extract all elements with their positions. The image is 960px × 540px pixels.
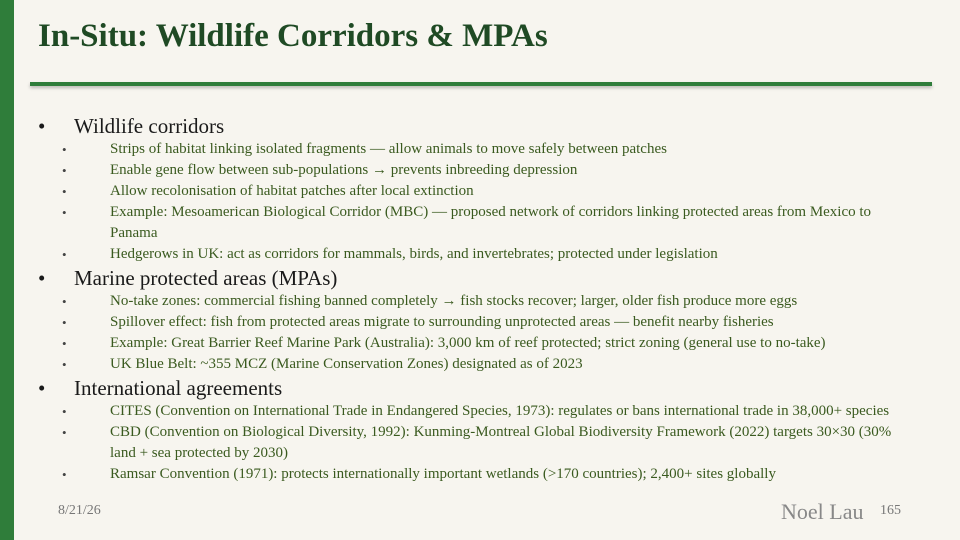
slide-content	[0, 113, 960, 485]
sub-bullet	[0, 312, 960, 333]
bullet-icon: •	[62, 205, 67, 220]
slide-title: In-Situ: Wildlife Corridors & MPAs	[38, 18, 548, 54]
sub-bullet-text: Allow recolonisation of habitat patches after local extinction	[110, 183, 474, 199]
sub-bullet	[0, 160, 960, 181]
bullet-icon: •	[62, 357, 67, 372]
bullet-icon: •	[62, 142, 67, 157]
bullet-icon: •	[38, 114, 46, 138]
bullet-icon: •	[62, 315, 67, 330]
sub-bullet	[0, 333, 960, 354]
sub-bullet	[0, 354, 960, 375]
bullet-icon: •	[62, 336, 67, 351]
sub-bullet	[0, 139, 960, 160]
bullet-icon: •	[62, 184, 67, 199]
sub-bullet-text: UK Blue Belt: ~355 MCZ (Marine Conservation Zones) designated as of 2023	[110, 356, 583, 372]
section-heading-wildlife-corridors	[0, 113, 960, 139]
bullet-icon: •	[62, 425, 67, 440]
bullet-icon: •	[62, 404, 67, 419]
bullet-icon: •	[62, 467, 67, 482]
sub-bullet-text: Strips of habitat linking isolated fragments — allow animals to move safely between patches	[110, 141, 667, 157]
sub-bullet	[0, 181, 960, 202]
bullet-icon: •	[62, 294, 67, 309]
sub-bullet-text: CBD (Convention on Biological Diversity, 1992): Kunming-Montreal Global Biodiversity Framework (2022) targets 30×30 (30% land + sea protected by 2030)	[110, 424, 892, 461]
sub-bullet-text: Ramsar Convention (1971): protects internationally important wetlands (>170 countries); 2,400+ sites globally	[110, 466, 776, 482]
sub-bullet-text: Hedgerows in UK: act as corridors for mammals, birds, and invertebrates; protected under legislation	[110, 246, 718, 262]
footer-date: 8/21/26	[58, 503, 101, 518]
section-heading-mpas	[0, 265, 960, 291]
bullet-icon: •	[62, 247, 67, 262]
bullet-icon: •	[62, 163, 67, 178]
slide-number: 165	[880, 503, 901, 518]
sub-bullet-text: CITES (Convention on International Trade in Endangered Species, 1973): regulates or bans international trade in 38,000+ species	[110, 403, 890, 419]
section-heading-international-agreements	[0, 375, 960, 401]
sub-bullet	[0, 244, 960, 265]
sub-bullet	[0, 464, 960, 485]
sub-bullet-text: Enable gene flow between sub-populations → prevents inbreeding depression	[110, 162, 578, 178]
sub-bullet-text: Example: Mesoamerican Biological Corridor (MBC) — proposed network of corridors linking protected areas from Mexico to Panama	[110, 204, 872, 241]
footer-author: Noel Lau	[781, 499, 864, 524]
sub-bullet	[0, 401, 960, 422]
sub-bullet	[0, 422, 960, 464]
sub-bullet	[0, 291, 960, 312]
section-heading-text: Wildlife corridors	[74, 114, 225, 138]
sub-bullet-text: No-take zones: commercial fishing banned completely → fish stocks recover; larger, older fish produce more eggs	[110, 293, 798, 309]
sub-bullet	[0, 202, 960, 244]
bullet-icon: •	[38, 266, 46, 290]
bullet-icon: •	[38, 376, 46, 400]
title-divider	[30, 82, 932, 86]
section-heading-text: International agreements	[74, 376, 283, 400]
sub-bullet-text: Spillover effect: fish from protected areas migrate to surrounding unprotected areas — benefit nearby fisheries	[110, 314, 774, 330]
sub-bullet-text: Example: Great Barrier Reef Marine Park (Australia): 3,000 km of reef protected; strict zoning (general use to no-take)	[110, 335, 826, 351]
section-heading-text: Marine protected areas (MPAs)	[74, 266, 338, 290]
